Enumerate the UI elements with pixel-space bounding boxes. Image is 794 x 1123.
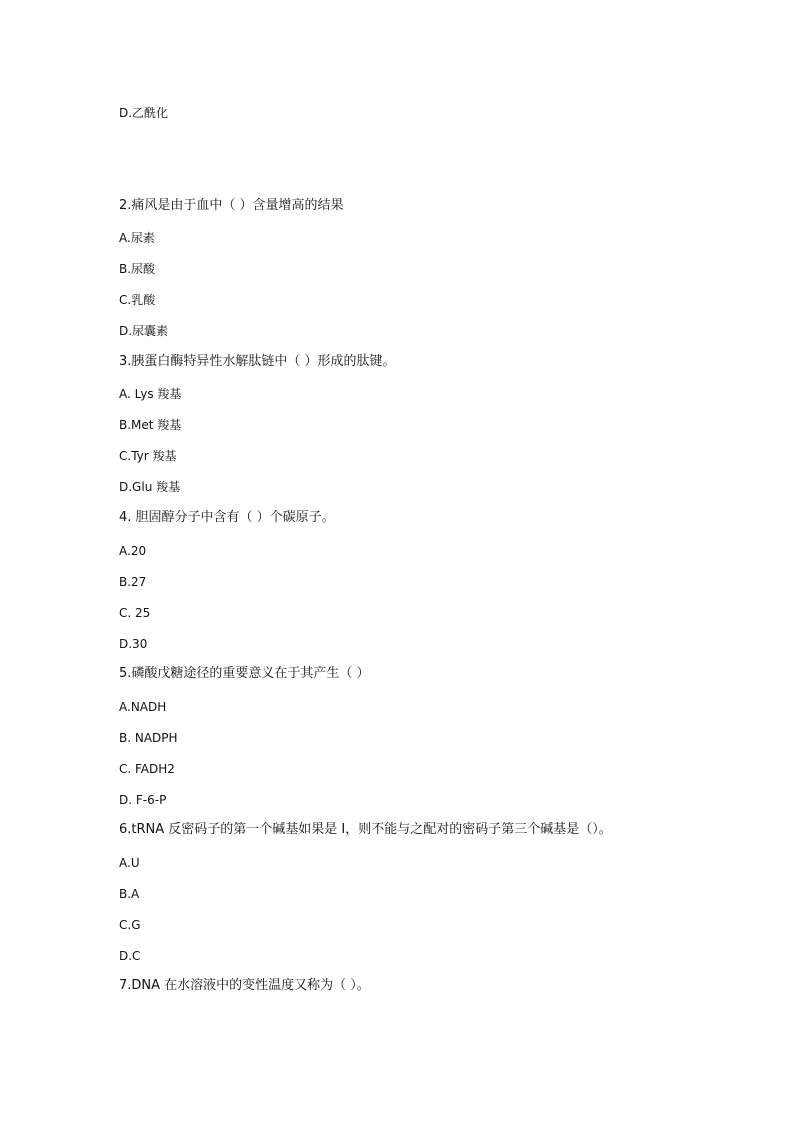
question-stem-2: 2.痛风是由于血中（ ）含量增高的结果 (119, 198, 344, 213)
leading-option: D.乙酰化 (119, 106, 169, 120)
question-stem-3: 3.胰蛋白酶特异性水解肽链中（ ）形成的肽键。 (119, 354, 396, 369)
option-6b: B.A (119, 887, 140, 901)
option-5b: B. NADPH (119, 731, 178, 745)
option-4c: C. 25 (119, 606, 151, 620)
option-4d: D.30 (119, 637, 148, 651)
option-2d: D.尿囊素 (119, 324, 169, 338)
question-stem-7: 7.DNA 在水溶液中的变性温度又称为（ ）。 (119, 978, 370, 993)
option-3b: B.Met 羧基 (119, 418, 182, 432)
option-2c: C.乳酸 (119, 293, 156, 307)
option-2b: B.尿酸 (119, 262, 156, 276)
option-4a: A.20 (119, 544, 147, 558)
option-6a: A.U (119, 856, 140, 870)
question-stem-6: 6.tRNA 反密码子的第一个碱基如果是 I，则不能与之配对的密码子第三个碱基是（）。 (119, 822, 612, 837)
option-5c: C. FADH2 (119, 762, 175, 776)
option-3c: C.Tyr 羧基 (119, 449, 177, 463)
option-5a: A.NADH (119, 700, 167, 714)
option-3d: D.Glu 羧基 (119, 480, 181, 494)
question-stem-5: 5.磷酸戊糖途径的重要意义在于其产生（ ） (119, 666, 370, 681)
option-2a: A.尿素 (119, 231, 155, 245)
option-5d: D. F-6-P (119, 793, 167, 807)
question-stem-4: 4. 胆固醇分子中含有（ ）个碳原子。 (119, 510, 335, 525)
option-6c: C.G (119, 918, 141, 932)
option-3a: A. Lys 羧基 (119, 387, 182, 401)
option-4b: B.27 (119, 575, 147, 589)
option-6d: D.C (119, 949, 141, 963)
